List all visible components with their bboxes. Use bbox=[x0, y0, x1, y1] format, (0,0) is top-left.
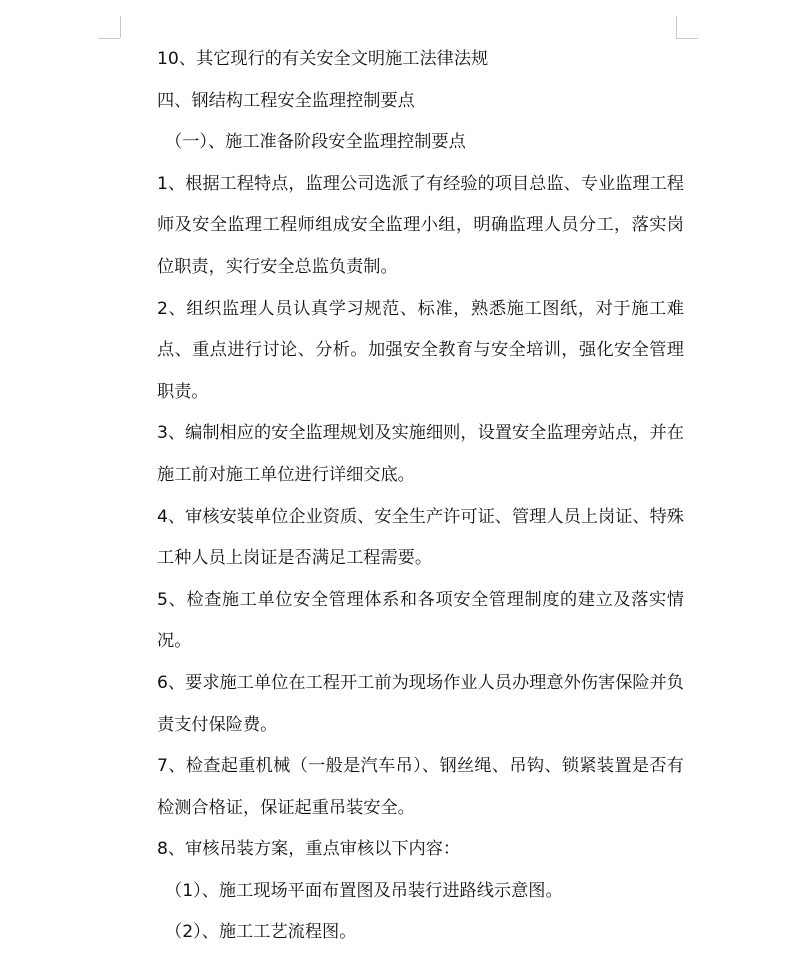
document-body bbox=[122, 39, 684, 954]
paragraph-item-3: 3、编制相应的安全监理规划及实施细则，设置安全监理旁站点，并在施工前对施工单位进行详细交底。 bbox=[157, 423, 684, 485]
paragraph-item-8: 8、审核吊装方案，重点审核以下内容： bbox=[157, 839, 461, 860]
section-heading: 四、钢结构工程安全监理控制要点 bbox=[157, 90, 415, 111]
subsection-heading: （一）、施工准备阶段安全监理控制要点 bbox=[165, 132, 466, 153]
margin-mark-top-left bbox=[98, 38, 120, 39]
paragraph-item-4: 4、审核安装单位企业资质、安全生产许可证、管理人员上岗证、特殊工种人员上岗证是否满足工程需要。 bbox=[157, 506, 684, 569]
paragraph-item-7: 7、检查起重机械（一般是汽车吊）、钢丝绳、吊钩、锁紧装置是否有检测合格证，保证起重吊装安全。 bbox=[157, 756, 684, 818]
paragraph-item-2: 2、组织监理人员认真学习规范、标准，熟悉施工图纸，对于施工难点、重点进行讨论、分析。加强安全教育与安全培训，强化安全管理职责。 bbox=[157, 298, 684, 402]
margin-mark-top-left bbox=[120, 16, 121, 38]
paragraph-item-6: 6、要求施工单位在工程开工前为现场作业人员办理意外伤害保险并负责支付保险费。 bbox=[157, 672, 684, 735]
paragraph-law-item-10: 10、其它现行的有关安全文明施工法律法规 bbox=[157, 49, 489, 69]
paragraph-item-5: 5、检查施工单位安全管理体系和各项安全管理制度的建立及落实情况。 bbox=[157, 589, 684, 652]
list-item-2: （2）、施工工艺流程图。 bbox=[165, 922, 357, 943]
list-item-1: （1）、施工现场平面布置图及吊装行进路线示意图。 bbox=[165, 880, 563, 901]
margin-mark-top-right bbox=[676, 16, 677, 38]
paragraph-item-1: 1、根据工程特点，监理公司选派了有经验的项目总监、专业监理工程师及安全监理工程师组成安全监理小组，明确监理人员分工，落实岗位职责，实行安全总监负责制。 bbox=[157, 173, 684, 277]
